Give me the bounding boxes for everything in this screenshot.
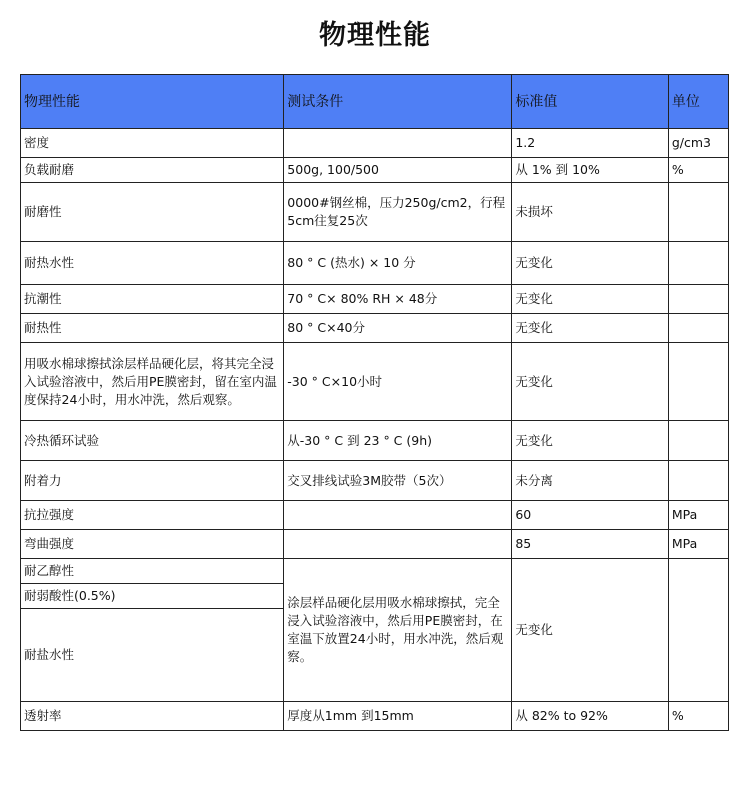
cell-condition: 500g, 100/500 [284, 158, 512, 183]
cell-property: 耐热水性 [21, 242, 284, 285]
cell-unit-merged [668, 559, 728, 702]
cell-condition [284, 129, 512, 158]
cell-condition: 80 ° C×40分 [284, 314, 512, 343]
cell-standard: 无变化 [512, 421, 669, 461]
table-row [21, 285, 729, 314]
cell-unit [668, 183, 728, 242]
cell-condition: -30 ° C×10小时 [284, 343, 512, 421]
table-header-row [21, 75, 729, 129]
cell-unit [668, 421, 728, 461]
physical-properties-table [20, 74, 729, 731]
cell-condition: 80 ° C (热水) × 10 分 [284, 242, 512, 285]
table-row [21, 183, 729, 242]
cell-standard: 1.2 [512, 129, 669, 158]
cell-standard: 未分离 [512, 461, 669, 501]
header-unit: 单位 [668, 75, 728, 129]
cell-property: 透射率 [21, 702, 284, 731]
table-row [21, 530, 729, 559]
cell-property: 耐乙醇性 [21, 559, 284, 584]
table-row [21, 501, 729, 530]
cell-property: 耐磨性 [21, 183, 284, 242]
cell-property: 抗潮性 [21, 285, 284, 314]
cell-unit: % [668, 158, 728, 183]
cell-standard: 未损坏 [512, 183, 669, 242]
cell-condition: 70 ° C× 80% RH × 48分 [284, 285, 512, 314]
cell-standard-merged: 无变化 [512, 559, 669, 702]
cell-standard: 从 1% 到 10% [512, 158, 669, 183]
cell-unit [668, 285, 728, 314]
cell-property: 密度 [21, 129, 284, 158]
page-title: 物理性能 [319, 20, 431, 51]
table-row [21, 158, 729, 183]
table-row [21, 559, 729, 584]
table-row [21, 343, 729, 421]
cell-unit: g/cm3 [668, 129, 728, 158]
table-row [21, 702, 729, 731]
cell-standard: 无变化 [512, 242, 669, 285]
cell-property: 冷热循环试验 [21, 421, 284, 461]
header-property: 物理性能 [21, 75, 284, 129]
table-row [21, 314, 729, 343]
cell-condition [284, 501, 512, 530]
header-condition: 测试条件 [284, 75, 512, 129]
cell-standard: 85 [512, 530, 669, 559]
cell-condition: 0000#钢丝棉，压力250g/cm2，行程5cm往复25次 [284, 183, 512, 242]
cell-property: 耐盐水性 [21, 609, 284, 702]
cell-condition-merged: 涂层样品硬化层用吸水棉球擦拭，完全浸入试验溶液中，然后用PE膜密封，在室温下放置24小时，用水冲洗，然后观察。 [284, 559, 512, 702]
cell-standard: 无变化 [512, 285, 669, 314]
cell-standard: 无变化 [512, 314, 669, 343]
cell-property: 附着力 [21, 461, 284, 501]
cell-property: 抗拉强度 [21, 501, 284, 530]
cell-condition: 交叉排线试验3M胶带（5次） [284, 461, 512, 501]
cell-unit: MPa [668, 501, 728, 530]
cell-condition [284, 530, 512, 559]
cell-property: 用吸水棉球擦拭涂层样品硬化层，将其完全浸入试验溶液中，然后用PE膜密封，留在室内温度保持24小时，用水冲洗，然后观察。 [21, 343, 284, 421]
cell-property: 耐弱酸性(0.5%) [21, 584, 284, 609]
table-row [21, 461, 729, 501]
cell-unit: % [668, 702, 728, 731]
cell-standard: 从 82% to 92% [512, 702, 669, 731]
table-row [21, 421, 729, 461]
cell-property: 耐热性 [21, 314, 284, 343]
cell-property: 弯曲强度 [21, 530, 284, 559]
table-row [21, 129, 729, 158]
cell-unit [668, 461, 728, 501]
cell-unit [668, 314, 728, 343]
cell-standard: 无变化 [512, 343, 669, 421]
cell-standard: 60 [512, 501, 669, 530]
cell-condition: 厚度从1mm 到15mm [284, 702, 512, 731]
cell-property: 负载耐磨 [21, 158, 284, 183]
cell-unit [668, 242, 728, 285]
table-row [21, 242, 729, 285]
cell-condition: 从-30 ° C 到 23 ° C (9h) [284, 421, 512, 461]
header-standard: 标准值 [512, 75, 669, 129]
cell-unit: MPa [668, 530, 728, 559]
cell-unit [668, 343, 728, 421]
